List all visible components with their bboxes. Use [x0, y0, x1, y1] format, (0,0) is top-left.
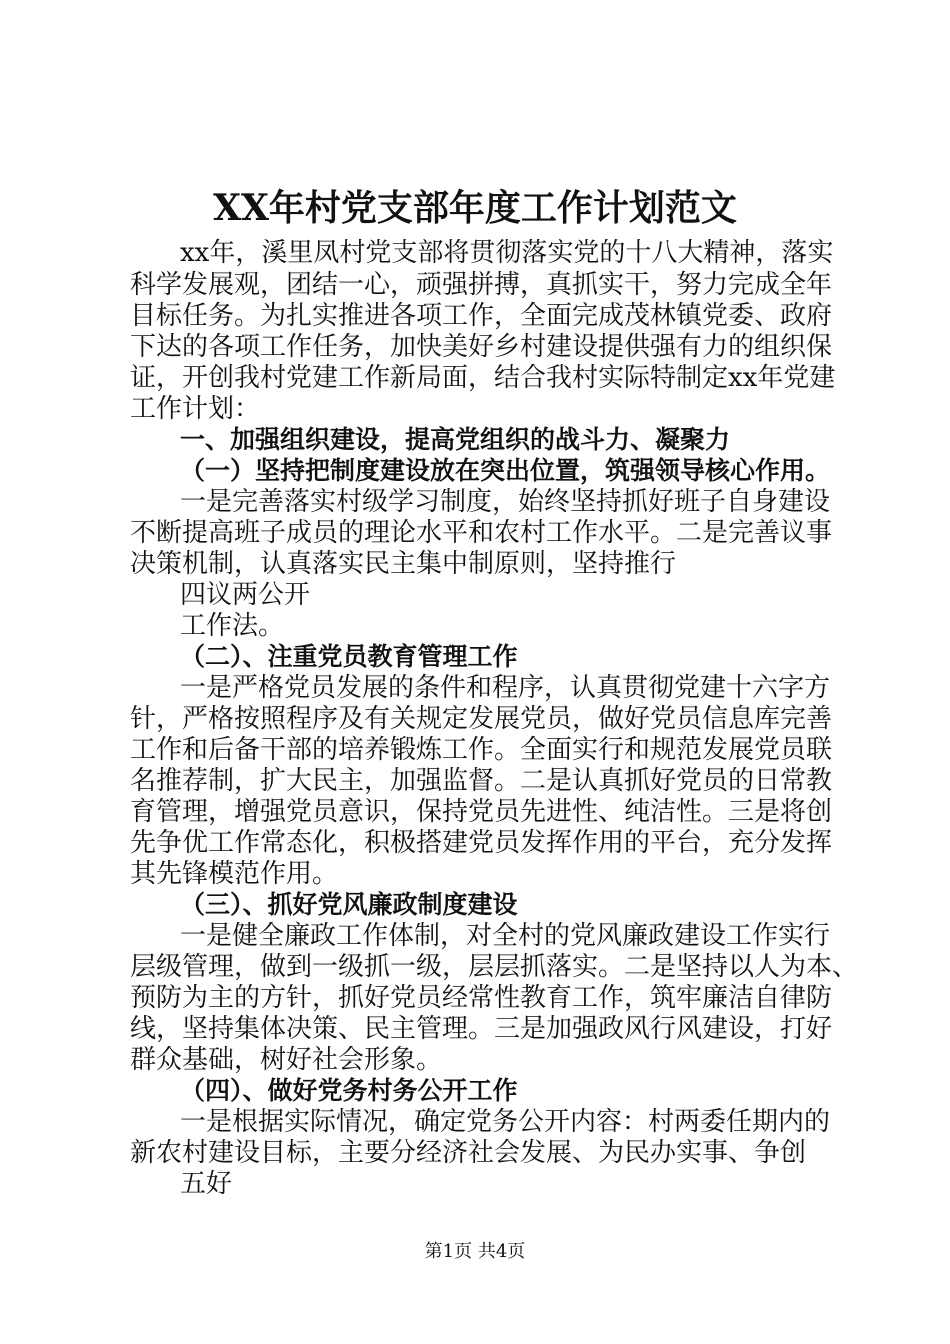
- paragraph-line: 线，坚持集体决策、民主管理。三是加强政风行风建设，打好: [130, 1014, 833, 1044]
- subsection-heading: （一）坚持把制度建设放在突出位置，筑强领导核心作用。: [180, 456, 831, 485]
- paragraph-line: 新农村建设目标，主要分经济社会发展、为民办实事、争创: [130, 1138, 807, 1168]
- paragraph-line: 下达的各项工作任务，加快美好乡村建设提供强有力的组织保: [130, 332, 833, 362]
- subsection-heading: （四）、做好党务村务公开工作: [180, 1076, 518, 1105]
- paragraph-line: 目标任务。为扎实推进各项工作，全面完成茂林镇党委、政府: [130, 301, 833, 331]
- paragraph-line: 一是完善落实村级学习制度，始终坚持抓好班子自身建设: [180, 487, 831, 517]
- paragraph-line: 名推荐制，扩大民主，加强监督。二是认真抓好党员的日常教: [130, 766, 833, 796]
- paragraph-line: 一是根据实际情况，确定党务公开内容：村两委任期内的: [180, 1107, 831, 1137]
- document-title: XX年村党支部年度工作计划范文: [213, 187, 737, 229]
- paragraph-line: 一是健全廉政工作体制，对全村的党风廉政建设工作实行: [180, 921, 831, 951]
- subsection-heading: （三）、抓好党风廉政制度建设: [180, 890, 518, 919]
- paragraph-line: 一是严格党员发展的条件和程序，认真贯彻党建十六字方: [180, 673, 831, 703]
- paragraph-line: 工作和后备干部的培养锻炼工作。全面实行和规范发展党员联: [130, 735, 833, 765]
- paragraph-line: 决策机制，认真落实民主集中制原则，坚持推行: [130, 549, 677, 579]
- paragraph-line: 工作法。: [180, 611, 285, 641]
- paragraph-line: 四议两公开: [180, 580, 311, 610]
- paragraph-line: 先争优工作常态化，积极搭建党员发挥作用的平台，充分发挥: [130, 828, 833, 858]
- paragraph-line: 工作计划：: [130, 394, 261, 424]
- section-heading: 一、加强组织建设，提高党组织的战斗力、凝聚力: [180, 425, 731, 454]
- paragraph-line: 育管理，增强党员意识，保持党员先进性、纯洁性。三是将创: [130, 797, 833, 827]
- paragraph-line: 层级管理，做到一级抓一级，层层抓落实。二是坚持以人为本、: [130, 952, 859, 982]
- paragraph-line: 五好: [180, 1169, 233, 1199]
- paragraph-line: 其先锋模范作用。: [130, 859, 339, 889]
- paragraph-line: 针，严格按照程序及有关规定发展党员，做好党员信息库完善: [130, 704, 833, 734]
- paragraph-line: xx年，溪里凤村党支部将贯彻落实党的十八大精神，落实: [180, 238, 834, 268]
- paragraph-line: 不断提高班子成员的理论水平和农村工作水平。二是完善议事: [130, 518, 833, 548]
- paragraph-line: 科学发展观，团结一心，顽强拼搏，真抓实干，努力完成全年: [130, 270, 833, 300]
- paragraph-line: 证，开创我村党建工作新局面，结合我村实际特制定xx年党建: [130, 363, 836, 393]
- subsection-heading: （二）、注重党员教育管理工作: [180, 642, 518, 671]
- page-footer: 第1页 共4页: [424, 1241, 526, 1262]
- paragraph-line: 群众基础，树好社会形象。: [130, 1045, 443, 1075]
- paragraph-line: 预防为主的方针，抓好党员经常性教育工作，筑牢廉洁自律防: [130, 983, 833, 1013]
